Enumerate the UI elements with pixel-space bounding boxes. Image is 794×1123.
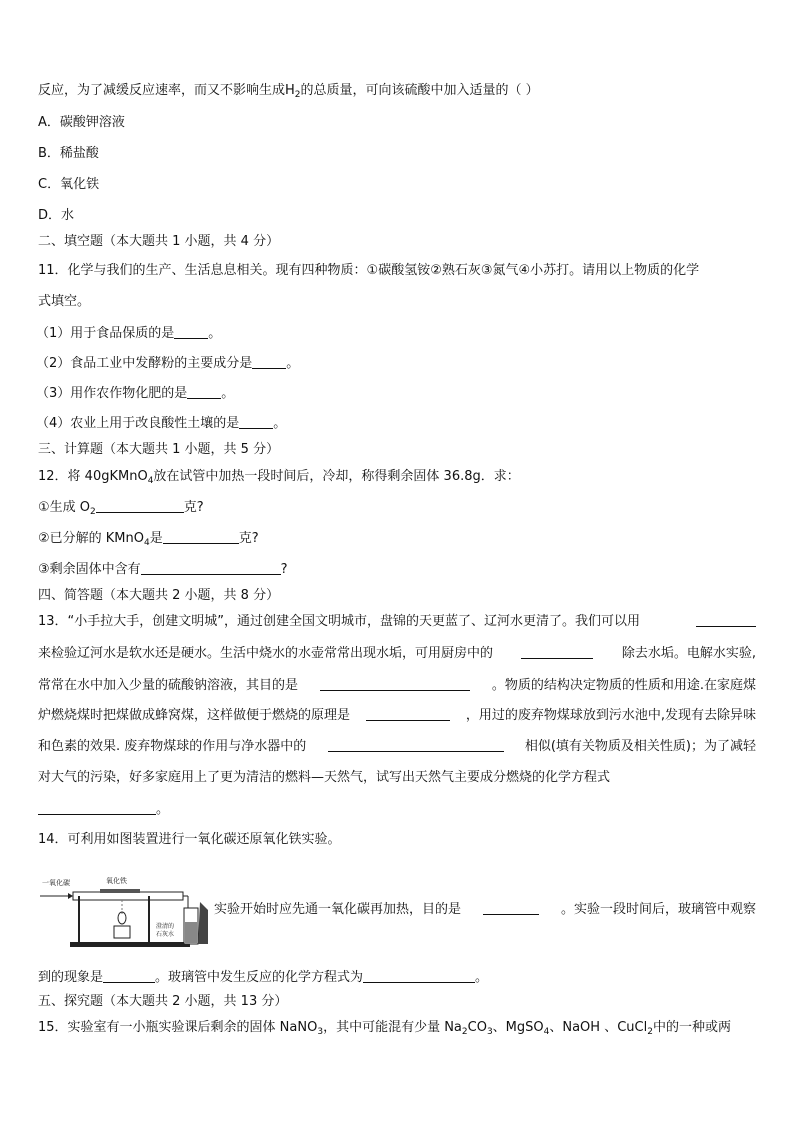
answer-blank[interactable] [696, 612, 756, 627]
question-11-stem: 11．化学与我们的生产、生活息息相关。现有四种物质：①碳酸氢铵②熟石灰③氮气④小苏打。请用以上物质的化学 [38, 263, 700, 278]
question-11-part-3: （3）用作农作物化肥的是 。 [36, 386, 235, 401]
answer-blank[interactable] [38, 800, 156, 815]
question-12-part-2: ②已分解的 KMnO$_4$是 克? [38, 531, 259, 548]
section-5-heading: 五、探究题（本大题共 2 小题，共 13 分） [38, 994, 288, 1009]
question-15-stem: 15．实验室有一小瓶实验课后剩余的固体 NaNO$_3$，其中可能混有少量 $Na_2CO_3$、MgSO$_4$、NaOH 、CuCl$_2$中的一种或两 [38, 1020, 731, 1037]
question-11-part-2: （2）食品工业中发酵粉的主要成分是 。 [36, 356, 300, 371]
question-11-part-1: （1）用于食品保质的是 。 [36, 326, 222, 341]
option-d: D．水 [38, 208, 75, 223]
co-reduction-apparatus-figure [40, 876, 210, 950]
option-b: B．稀盐酸 [38, 146, 99, 161]
option-a: A．碳酸钾溶液 [38, 115, 125, 130]
question-11-stem-cont: 式填空。 [38, 294, 91, 309]
option-c: C．氧化铁 [38, 177, 100, 192]
answer-blank[interactable] [141, 560, 281, 575]
section-4-heading: 四、简答题（本大题共 2 小题，共 8 分） [38, 588, 280, 603]
answer-blank[interactable] [174, 324, 208, 339]
answer-blank[interactable] [187, 384, 221, 399]
section-2-heading: 二、填空题（本大题共 1 小题，共 4 分） [38, 234, 280, 249]
question-11-part-4: （4）农业上用于改良酸性土壤的是 。 [36, 416, 287, 431]
question-12-part-3: ③剩余固体中含有 ? [38, 562, 288, 577]
answer-blank[interactable] [521, 644, 593, 659]
question-12-stem: 12．将 40gKMnO$_4$放在试管中加热一段时间后，冷却，称得剩余固体 36.8g．求： [38, 469, 520, 486]
answer-blank[interactable] [366, 706, 450, 721]
answer-blank[interactable] [252, 354, 286, 369]
question-13-line-4: 炉燃烧煤时把煤做成蜂窝煤，这样做便于燃烧的原理是 ，用过的废弃物煤球放到污水池中,发现有去除异味 [38, 708, 756, 723]
answer-blank[interactable] [239, 414, 273, 429]
answer-blank[interactable] [103, 968, 155, 983]
answer-blank[interactable] [483, 900, 539, 915]
question-14-line-1: 实验开始时应先通一氧化碳再加热，目的是 。实验一段时间后，玻璃管中观察 [214, 902, 756, 917]
answer-blank[interactable] [328, 737, 504, 752]
section-3-heading: 三、计算题（本大题共 1 小题，共 5 分） [38, 442, 280, 457]
label-limewater-2: 石灰水 [156, 931, 175, 938]
question-13-line-7: 。 [38, 800, 169, 820]
label-limewater-1: 澄清的 [156, 923, 175, 930]
question-13-line-6: 对大气的污染，好多家庭用上了更为清洁的燃料—天然气，试写出天然气主要成分燃烧的化学方程式 [38, 770, 611, 785]
answer-blank[interactable] [363, 968, 475, 983]
question-13-line-3: 常常在水中加入少量的硫酸钠溶液，其目的是 。物质的结构决定物质的性质和用途.在家庭煤 [38, 678, 756, 693]
answer-blank[interactable] [96, 498, 184, 513]
question-12-part-1: ①生成 $O_2$ 克? [38, 500, 204, 517]
question-14-line-2: 到的现象是 。玻璃管中发生反应的化学方程式为 。 [38, 970, 489, 985]
label-iron-oxide: 氧化铁 [106, 877, 127, 885]
question-10-continuation: 反应，为了减缓反应速率，而又不影响生成$H_2$的总质量，可向该硫酸中加入适量的（ ） [38, 83, 539, 100]
question-13-line-2: 来检验辽河水是软水还是硬水。生活中烧水的水壶常常出现水垢，可用厨房中的 除去水垢。电解水实验, [38, 646, 756, 661]
label-carbon-monoxide: 一氧化碳 [42, 879, 70, 887]
answer-blank[interactable] [320, 676, 470, 691]
question-14-stem: 14．可利用如图装置进行一氧化碳还原氧化铁实验。 [38, 832, 341, 847]
question-13-line-5: 和色素的效果. 废弃物煤球的作用与净水器中的 相似(填有关物质及相关性质)；为了减轻 [38, 739, 756, 754]
question-13-line-1: 13．“小手拉大手，创建文明城”，通过创建全国文明城市，盘锦的天更蓝了、辽河水更清了。我们可以用 [38, 612, 756, 632]
answer-blank[interactable] [163, 529, 239, 544]
